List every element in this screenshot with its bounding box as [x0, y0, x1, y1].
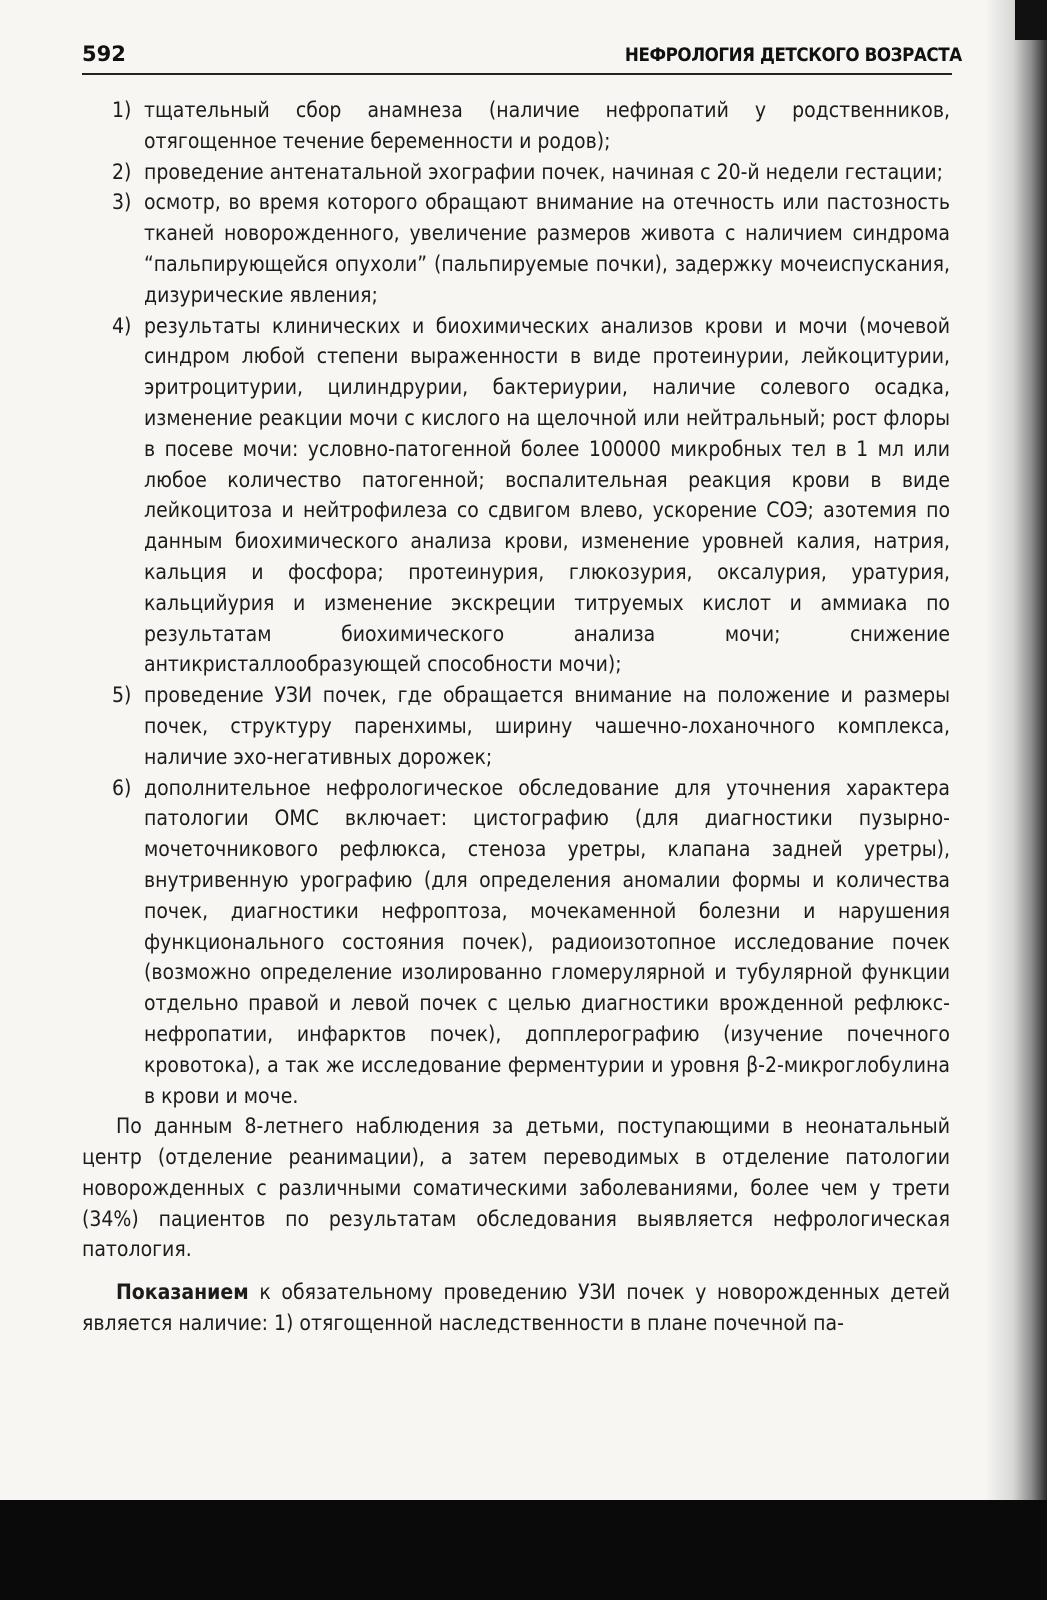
list-item-number: 5): [112, 683, 132, 708]
list-item-number: 6): [112, 775, 132, 800]
page-binding-shadow: [985, 0, 1047, 1600]
list-item: [82, 187, 950, 310]
list-item-text: осмотр, во время которого обращают внимание на отечность или пастозность тканей новорожденного, увеличение размеров живота с наличием синдрома “пальпирующейся опухоли” (пальпируемые почки), задержку мочеиспускания, дизурические явления;: [144, 190, 950, 307]
list-item-number: 3): [112, 190, 132, 215]
page-number: 592: [82, 42, 126, 66]
binding-corner: [1015, 0, 1047, 40]
list-item-text: проведение УЗИ почек, где обращается внимание на положение и размеры почек, структуру паренхимы, ширину чашечно-лоханочного комплекса, наличие эхо-негативных дорожек;: [144, 683, 950, 769]
paragraph-text: к обязательному проведению УЗИ почек у новорожденных детей является наличие: 1) отягощенной наследственности в плане почечной па-: [82, 1280, 950, 1336]
running-title: НЕФРОЛОГИЯ ДЕТСКОГО ВОЗРАСТА: [625, 44, 962, 66]
page-header: [82, 40, 962, 74]
list-item: [82, 773, 950, 1112]
list-item-text: результаты клинических и биохимических анализов крови и мочи (мочевой синдром любой степени выраженности в виде протеинурии, лейкоцитурии, эритроцитурии, цилиндрурии, бактериурии, наличие солевого осадка, изменение реакции мочи с кислого на щелочной или нейтральный; рост флоры в посеве мочи: условно-патогенной более 100000 микробных тел в 1 мл или любое количество патогенной; воспалительная реакция крови в виде лейкоцитоза и нейтрофилеза со сдвигом влево, ускорение СОЭ; азотемия по данным биохимического анализа крови, изменение уровней калия, натрия, кальция и фосфора; протеинурия, глюкозурия, оксалурия, уратурия, кальцийурия и изменение экскреции титруемых кислот и аммиака по результатам биохимического анализа мочи; снижение антикристаллообразующей способности мочи);: [144, 313, 950, 677]
indications-paragraph: [82, 1277, 950, 1339]
body-paragraph: По данным 8-летнего наблюдения за детьми, поступающими в неонатальный центр (отделение реанимации), а затем переводимых в отделение патологии новорожденных с различными соматическими заболеваниями, более чем у трети (34%) пациентов по результатам обследования выявляется нефрологическая патология.: [82, 1114, 950, 1262]
bold-lead-term: Показанием: [116, 1280, 249, 1305]
list-item: [82, 680, 950, 772]
numbered-list: [82, 95, 950, 1111]
list-item-number: 1): [112, 98, 132, 122]
list-item: [82, 157, 950, 188]
list-item-text: дополнительное нефрологическое обследование для уточнения характера патологии ОМС включает: цистографию (для диагностики пузырно-мочеточникового рефлюкса, стеноза уретры, клапана задней уретры), внутривенную урографию (для определения аномалии формы и количества почек, диагностики нефроптоза, мочекаменной болезни и нарушения функционального состояния почек), радиоизотопное исследование почек (возможно определение изолированно гломерулярной и тубулярной функции отдельно правой и левой почек с целью диагностики врожденной рефлюкс-нефропатии, инфарктов почек), допплерографию (изучение почечного кровотока), а так же исследование ферментурии и уровня β-2-микроглобулина в крови и моче.: [144, 775, 950, 1108]
list-item-text: тщательный сбор анамнеза (наличие нефропатий у родственников, отягощенное течение беременности и родов);: [144, 98, 950, 153]
header-rule: [82, 73, 952, 75]
list-item-number: 4): [112, 313, 132, 338]
page-body: [82, 95, 950, 1339]
list-item: [82, 311, 950, 681]
list-item-number: 2): [112, 159, 132, 184]
list-item-text: проведение антенатальной эхографии почек, начиная с 20-й недели гестации;: [144, 159, 944, 184]
scan-bottom-border: [0, 1500, 1047, 1600]
list-item: [82, 95, 950, 157]
